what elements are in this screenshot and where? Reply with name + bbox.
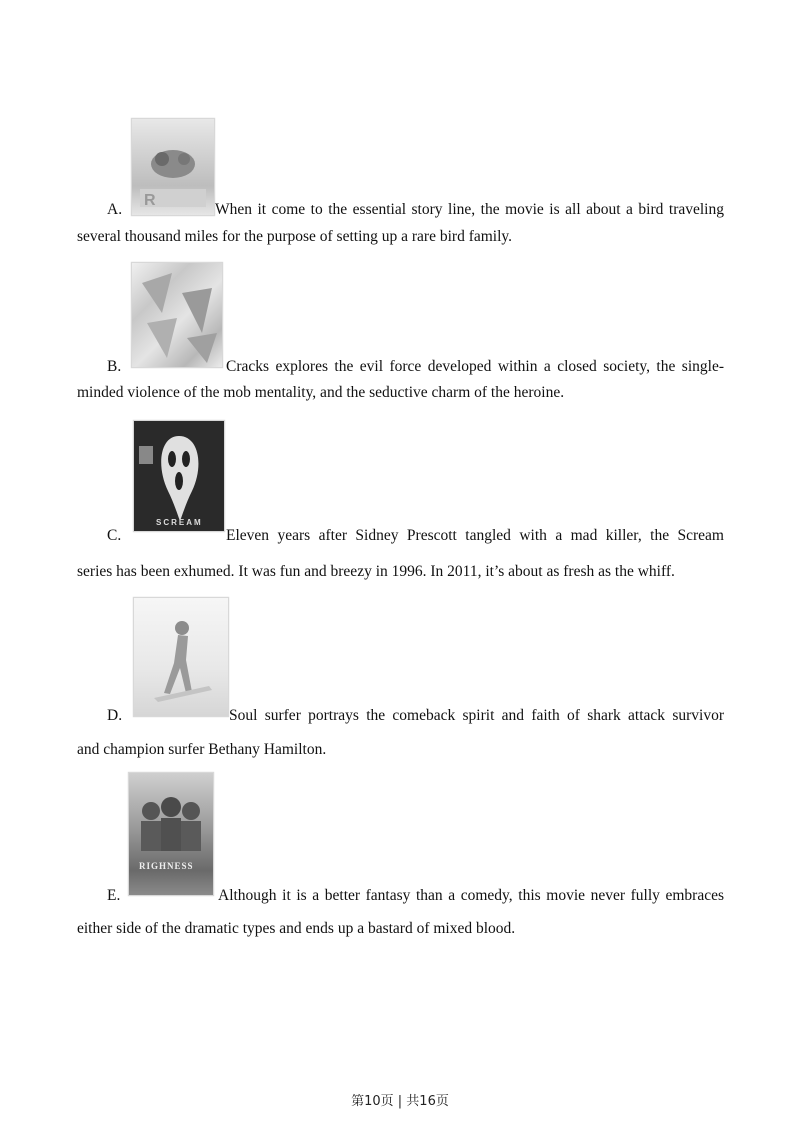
characters-illustration-icon xyxy=(129,773,213,895)
movie-poster-a xyxy=(131,118,215,216)
bird-illustration-icon xyxy=(132,119,214,215)
option-letter: B. xyxy=(107,358,122,375)
option-text-line: either side of the dramatic types and ends up a bastard of mixed blood. xyxy=(77,920,516,937)
movie-poster-c xyxy=(133,420,225,532)
option-text-line: Eleven years after Sidney Prescott tangled with a mad killer, the Scream xyxy=(226,527,724,544)
option-text-line: When it come to the essential story line, the movie is all about a bird traveling xyxy=(215,201,724,218)
option-text-line: Although it is a better fantasy than a comedy, this movie never fully embraces xyxy=(218,887,724,904)
page-footer: 第10页 | 共16页 xyxy=(351,1094,449,1109)
poster-title: SCREAM xyxy=(156,518,203,527)
ghost-mask-icon xyxy=(134,421,224,531)
option-text-line: series has been exhumed. It was fun and breezy in 1996. In 2011, it’s about as fresh as the whiff. xyxy=(77,563,675,580)
option-text-line: and champion surfer Bethany Hamilton. xyxy=(77,741,327,758)
movie-poster-e xyxy=(128,772,214,896)
option-letter: D. xyxy=(107,707,123,724)
movie-poster-d xyxy=(133,597,229,717)
poster-title: RIGHNESS xyxy=(139,861,194,871)
option-text-line: Soul surfer portrays the comeback spirit and faith of shark attack survivor xyxy=(229,707,724,724)
option-letter: C. xyxy=(107,527,122,544)
option-text-line: Cracks explores the evil force developed within a closed society, the single- xyxy=(226,358,724,375)
svg-text:R: R xyxy=(144,192,156,209)
movie-poster-b xyxy=(131,262,223,368)
option-letter: A. xyxy=(107,201,123,218)
option-letter: E. xyxy=(107,887,121,904)
surfer-figure-icon xyxy=(134,598,228,716)
option-text-line: several thousand miles for the purpose of setting up a rare bird family. xyxy=(77,228,513,245)
faces-illustration-icon xyxy=(132,263,222,367)
option-text-line: minded violence of the mob mentality, and the seductive charm of the heroine. xyxy=(77,384,565,401)
